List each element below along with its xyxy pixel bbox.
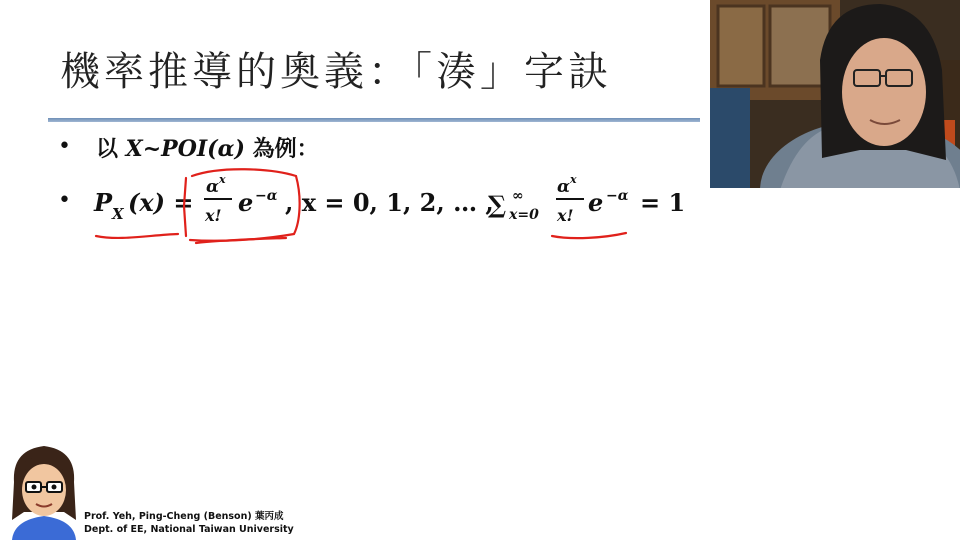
sum-upper: ∞: [512, 188, 524, 204]
slide-title: 機率推導的奧義：「湊」字訣: [60, 49, 612, 95]
exp-base: e: [238, 188, 254, 217]
frac-numerator-sup: x: [219, 173, 226, 186]
sum-fraction-bar: [556, 198, 584, 200]
sum-frac-numerator-sup: x: [570, 173, 577, 186]
sum-lower: x=0: [509, 207, 539, 223]
frac-numerator: α: [206, 177, 220, 197]
bullet-intro: 以: [96, 136, 126, 162]
formula-sub-x: X: [112, 205, 124, 223]
sum-frac-denominator: x!: [557, 206, 574, 225]
sum-exp-base: e: [588, 188, 604, 217]
formula-p: P: [94, 188, 113, 217]
formula-lhs-arg: (x) =: [128, 188, 194, 217]
webcam-scene: [710, 0, 960, 188]
webcam-video: [710, 0, 960, 188]
underline-annotation-sum: [552, 233, 626, 238]
sum-rhs: = 1: [640, 188, 686, 217]
exp-sup: −α: [255, 188, 278, 204]
sum-exp-sup: −α: [606, 188, 629, 204]
sum-symbol: ∑: [488, 190, 507, 219]
bullet-marker: •: [58, 188, 71, 213]
bullet-math: X~POI(α): [125, 136, 245, 162]
bullet-marker: •: [58, 134, 71, 159]
presenter-avatar: [6, 442, 82, 540]
underline-annotation-lhs: [96, 234, 178, 238]
frac-denominator: x!: [205, 206, 222, 225]
credit-line-dept: Dept. of EE, National Taiwan University: [84, 524, 294, 535]
bullet-suffix: 為例：: [244, 136, 319, 162]
sum-frac-numerator: α: [557, 177, 571, 197]
credit-line-name: Prof. Yeh, Ping-Cheng (Benson) 葉丙成: [84, 511, 284, 522]
domain-text: , x = 0, 1, 2, … ,: [285, 188, 494, 217]
presenter-credit: [84, 510, 294, 536]
fraction-bar: [204, 198, 232, 200]
